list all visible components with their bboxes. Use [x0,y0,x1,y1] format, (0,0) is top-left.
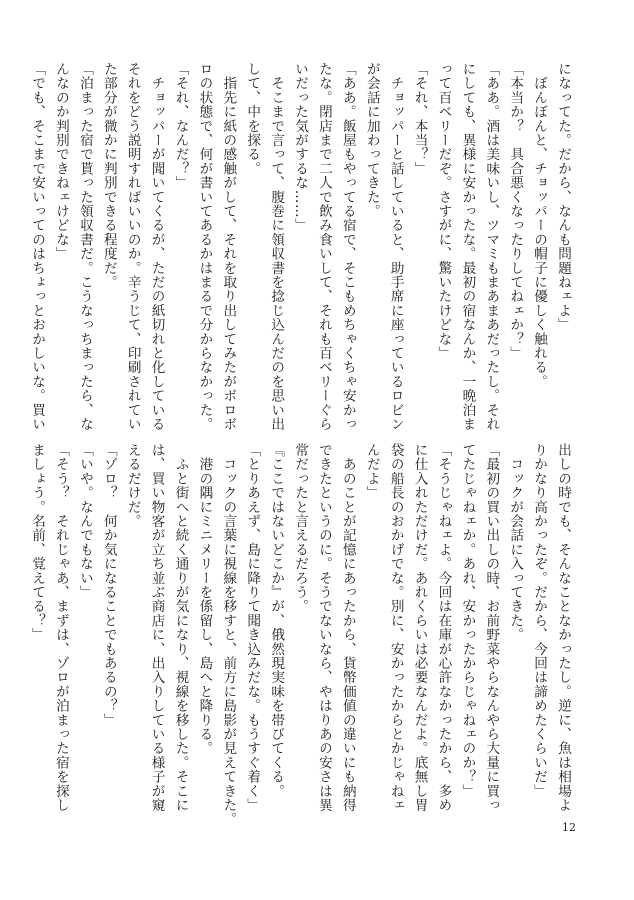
text-line: に仕入れただけだ。あれくらいは必要なんだよ。底無し胃 [411,443,428,813]
text-line: して、中を探る。 [244,62,261,176]
text-line: 「そうじゃねェよ。今回は在庫が心許なかったから、多め [435,443,452,813]
text-line: んなのか判別できねェけどな」 [52,62,69,261]
text-line: たな。閉店まで二人で飲み食いして、それも百ベリーぐら [315,62,332,432]
text-line: た部分が微かに判別できる程度だ。 [100,62,117,290]
text-line: 「それ、本当？」 [411,62,428,176]
text-line: できたというのに。そうでないなら、やはりあの安さは異 [315,443,332,813]
text-line: 「とりあえず、島に降りて聞き込みだな。もうすぐ着く」 [244,443,261,813]
text-line: あのことが記憶にあったから、貨幣価値の違いにも納得 [339,443,356,813]
text-line: 「最初の買い出しの時、お前野菜やらなんやら大量に買っ [483,443,500,813]
text-line: 港の隅にミニメリーを係留し、島へと降りる。 [196,443,213,756]
text-line: ましょう。名前、覚えてる？」 [29,443,46,642]
text-line: チョッパーと話していると、助手席に座っているロビン [387,62,404,432]
bottom-text-block [29,443,574,827]
text-line: 「そう？ それじゃあ、まずは、ゾロが泊まった宿を探し [52,443,69,813]
text-line: 『ここではないどこか』が、俄然現実味を帯びてくる。 [268,443,285,798]
text-line: 常だったと言えるだろう。 [292,443,309,614]
text-line: 「でも、そこまで安いってのはちょっとおかしいな。買い [29,62,46,432]
text-line: 「それ、なんだ？」 [172,62,189,190]
text-line: てたじゃねェか。あれ、安かったからじゃねェのか？」 [459,443,476,798]
text-line: になってた。だから、なんも問題ねェよ」 [555,62,571,332]
top-text-block [29,62,574,432]
text-line: は、買い物客が立ち並ぶ商店に、出入りしている様子が窺 [148,443,165,813]
text-line: ふと街へと続く通りが気になり、視線を移した。そこに [172,443,189,813]
text-line: 「ああ。飯屋もやってる宿で、そこもめちゃくちゃ安かっ [339,62,356,432]
text-line: 「ああ。酒は美味いし、ツマミもまあまあだったし。それ [483,62,500,432]
text-line: それをどう説明すればいいのか。辛うじて、印刷されてい [124,62,141,432]
text-line: 「泊まった宿で貰った領収書だ。こうなっちまったら、な [76,62,93,432]
text-line: 出しの時でも、そんなことなかったし。逆に、魚は相場よ [555,443,571,813]
page-number: 12 [562,821,576,834]
text-line: ロの状態で、何が書いてあるかはまるで分からなかった。 [196,62,213,432]
text-line: りかなり高かったぞ。だから、今回は諦めたくらいだ」 [531,443,548,798]
text-line: いだった気がするな……」 [292,62,309,233]
text-line: が会話に加わってきた。 [363,62,380,219]
text-line: 「本当か？ 具合悪くなったりしてねェか？」 [507,62,524,361]
text-line: 袋の船長のおかげでな。別に、安かったからとかじゃねェ [387,443,404,813]
text-line: んだよ」 [363,443,380,500]
text-line: チョッパーが聞いてくるが、ただの紙切れと化している [148,62,165,432]
text-line: 指先に紙の感触がして、それを取り出してみたがボロボ [220,62,237,432]
text-line: そこまで言って、腹巻に領収書を捻じ込んだのを思い出 [268,62,285,432]
text-line: って百ベリーだぞ。さすがに、驚いたけどな」 [435,62,452,361]
text-line: ぼんぼんと、チョッパーの帽子に優しく触れる。 [531,62,548,389]
text-line: 「ゾロ？ 何か気になることでもあるの？」 [100,443,117,727]
text-line: にしても、異様に安かったな。最初の宿なんか、一晩泊ま [459,62,476,432]
text-line: コックが会話に入ってきた。 [507,443,524,642]
text-line: 「いや。なんでもない」 [76,443,93,600]
text-line: えるだけだ。 [124,443,141,529]
text-line: コックの言葉に視線を移すと、前方に島影が見えてきた。 [220,443,237,827]
